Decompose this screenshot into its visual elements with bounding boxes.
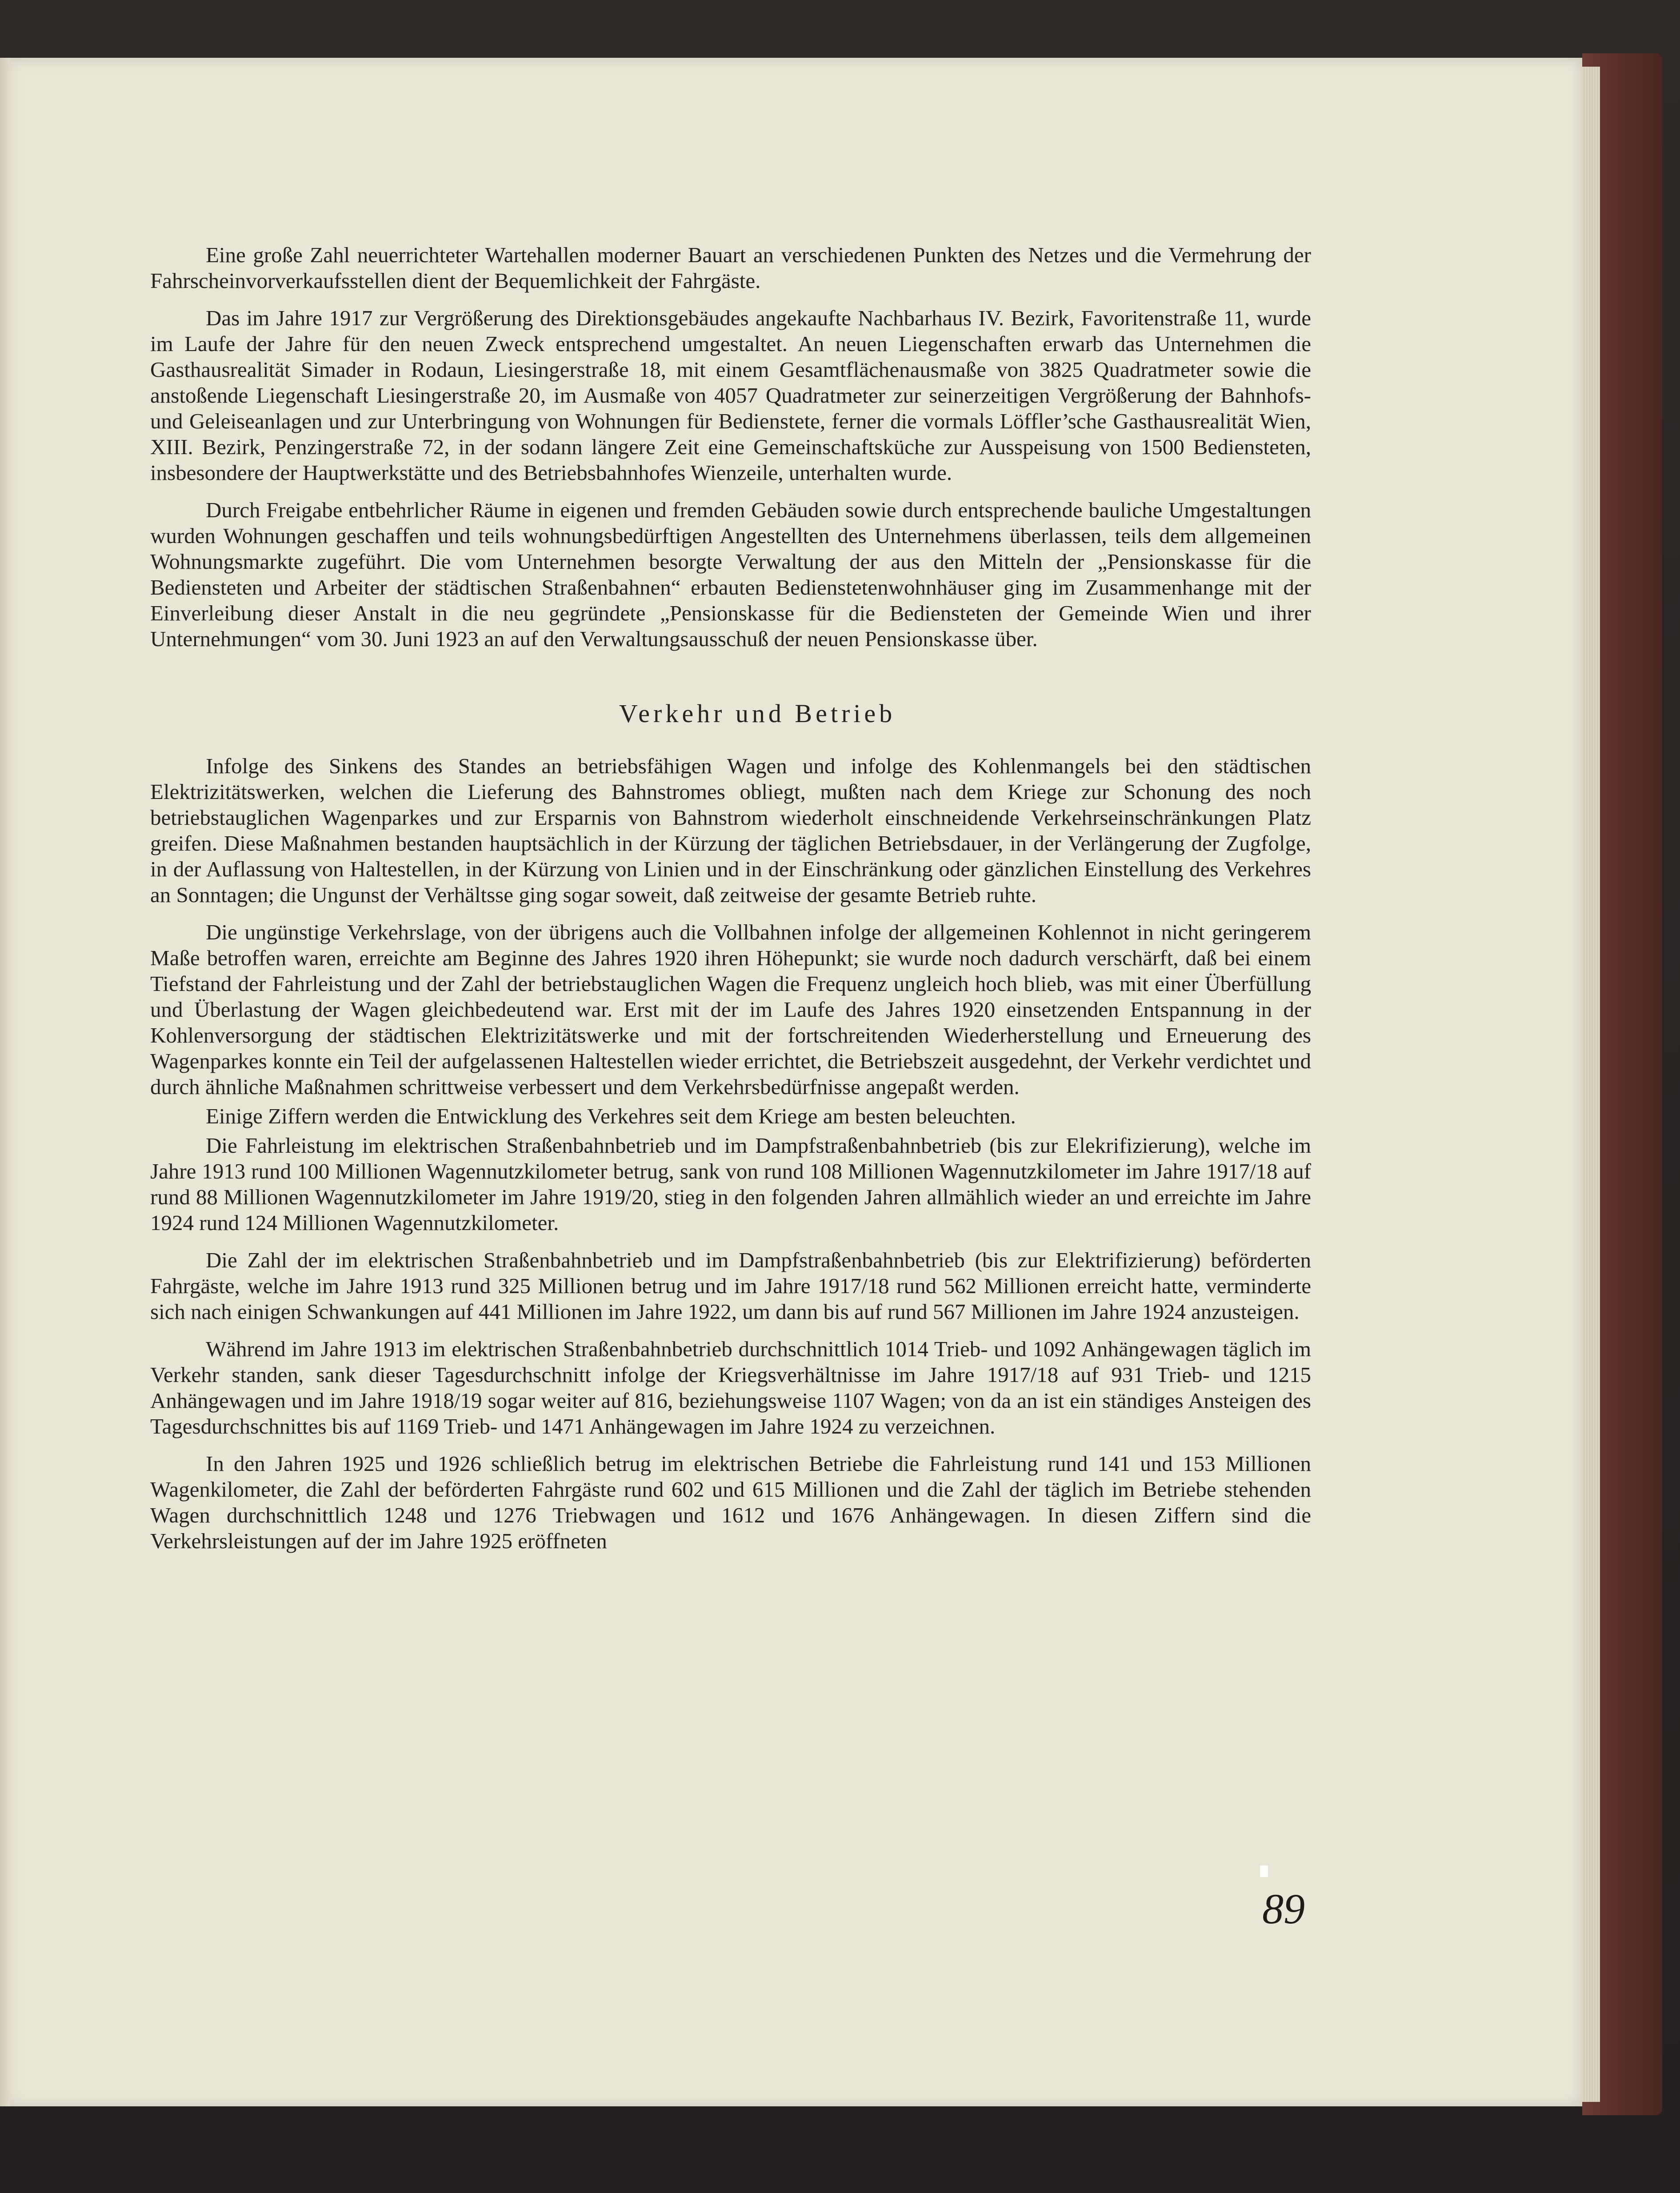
page-gutter (0, 58, 10, 2106)
paragraph: Einige Ziffern werden die Entwicklung des Verkehres seit dem Kriege am besten beleuchten. (206, 1104, 1016, 1128)
paragraph: Das im Jahre 1917 zur Vergrößerung des Direktionsgebäudes angekaufte Nachbarhaus IV. Bezirk, Favoritenstraße 11, wurde im Laufe der Jahre für den neuen Zweck entsprechend umgestaltet. An neuen Liegenschaften erwarb das Unternehmen die Gasthausrealität Simader in Rodaun, Liesingerstraße 18, mit einem Gesamtflächenausmaße von 3825 Quadratmeter sowie die anstoßende Liegenschaft Liesingerstraße 20, im Ausmaße von 4057 Quadratmeter zur seinerzeitigen Vergrößerung der Bahnhofs- und Geleiseanlagen und zur Unterbringung von Wohnungen für Bedienstete, ferner die vormals Löffler’sche Gasthausrealität Wien, XIII. Bezirk, Penzingerstraße 72, in der sodann längere Zeit eine Gemeinschaftsküche zur Ausspeisung von 1500 Bediensteten, insbesondere der Hauptwerkstätte und des Betriebsbahnhofes Wienzeile, unterhalten wurde. (150, 306, 1311, 485)
paragraph: Während im Jahre 1913 im elektrischen Straßenbahnbetrieb durchschnittlich 1014 Trieb- und 1092 Anhängewagen täglich im Verkehr standen, sank dieser Tagesdurchschnitt infolge der Kriegsverhältnisse im Jahre 1917/18 auf 931 Trieb- und 1215 Anhängewagen und im Jahre 1918/19 sogar weiter auf 816, beziehungsweise 1107 Wagen; von da an ist ein ständiges Ansteigen des Tagesdurchschnittes bis auf 1169 Trieb- und 1471 Anhängewagen im Jahre 1924 zu verzeichnen. (150, 1337, 1311, 1438)
page-text (150, 242, 1311, 1566)
paragraph: Eine große Zahl neuerrichteter Wartehallen moderner Bauart an verschiedenen Punkten des Netzes und die Vermehrung der Fahrscheinvorverkaufsstellen dient der Bequemlichkeit der Fahrgäste. (150, 243, 1311, 293)
paragraph: Durch Freigabe entbehrlicher Räume in eigenen und fremden Gebäuden sowie durch entsprechende bauliche Umgestaltungen wurden Wohnungen geschaffen und teils wohnungsbedürftigen Angestellten des Unternehmens überlassen, teils dem allgemeinen Wohnungsmarkte zugeführt. Die vom Unternehmen besorgte Verwaltung der aus den Mitteln der „Pensionskasse für die Bediensteten und Arbeiter der städtischen Straßenbahnen“ erbauten Bedienstetenwohnhäuser ging im Zusammenhange mit der Einverleibung dieser Anstalt in die neu gegründete „Pensionskasse für die Bediensteten der Gemeinde Wien und ihrer Unternehmungen“ vom 30. Juni 1923 an auf den Verwaltungsausschuß der neuen Pensionskasse über. (150, 498, 1311, 651)
scan-mark (1260, 1865, 1268, 1877)
paragraph: Die Zahl der im elektrischen Straßenbahnbetrieb und im Dampfstraßenbahnbetrieb (bis zur Elektrifizierung) beförderten Fahrgäste, welche im Jahre 1913 rund 325 Millionen betrug und im Jahre 1917/18 rund 562 Millionen erreicht hatte, verminderte sich nach einigen Schwankungen auf 441 Millionen im Jahre 1922, um dann bis auf rund 567 Millionen im Jahre 1924 anzusteigen. (150, 1248, 1311, 1324)
paragraph: In den Jahren 1925 und 1926 schließlich betrug im elektrischen Betriebe die Fahrleistung rund 141 und 153 Millionen Wagenkilometer, die Zahl der beförderten Fahrgäste rund 602 und 615 Millionen und die Zahl der täglich im Betriebe stehenden Wagen durchschnittlich 1248 und 1276 Triebwagen und 1612 und 1676 Anhängewagen. In diesen Ziffern sind die Verkehrsleistungen auf der im Jahre 1925 eröffneten (150, 1451, 1311, 1553)
page-number: 89 (1262, 1885, 1305, 1933)
paragraph: Die Fahrleistung im elektrischen Straßenbahnbetrieb und im Dampfstraßenbahnbetrieb (bis zur Elekrifizierung), welche im Jahre 1913 rund 100 Millionen Wagennutzkilometer betrug, sank von rund 108 Millionen Wagennutzkilometer im Jahre 1917/18 auf rund 88 Millionen Wagennutzkilometer im Jahre 1919/20, stieg in den folgenden Jahren allmählich wieder an und erreichte im Jahre 1924 rund 124 Millionen Wagennutzkilometer. (150, 1133, 1311, 1235)
paragraph: Infolge des Sinkens des Standes an betriebsfähigen Wagen und infolge des Kohlenmangels bei den städtischen Elektrizitätswerken, welchen die Lieferung des Bahnstromes obliegt, mußten nach dem Kriege zur Schonung des noch betriebstauglichen Wagenparkes und zur Ersparnis von Bahnstrom wiederholt einschneidende Verkehrseinschränkungen Platz greifen. Diese Maßnahmen bestanden hauptsächlich in der Kürzung der täglichen Betriebsdauer, in der Verlängerung der Zugfolge, in der Auflassung von Haltestellen, in der Kürzung von Linien und in der Einschränkung oder gänzlichen Einstellung des Verkehres an Sonntagen; die Ungunst der Verhältsse ging sogar soweit, daß zeitweise der gesamte Betrieb ruhte. (150, 754, 1311, 907)
section-heading: Verkehr und Betrieb (619, 699, 896, 728)
paragraph: Die ungünstige Verkehrslage, von der übrigens auch die Vollbahnen infolge der allgemeinen Kohlennot in nicht geringerem Maße betroffen waren, erreichte am Beginne des Jahres 1920 ihren Höhepunkt; sie wurde noch dadurch verschärft, daß bei einem Tiefstand der Fahrleistung und der Zahl der betriebstauglichen Wagen die Frequenz ungleich hoch blieb, was mit einer Überfüllung und Überlastung der Wagen gleichbedeutend war. Erst mit der im Laufe des Jahres 1920 einsetzenden Entspannung in der Kohlenversorgung der städtischen Elektrizitätswerke und mit der fortschreitenden Wiederherstellung und Erneuerung des Wagenparkes konnte ein Teil der aufgelassenen Haltestellen wieder errichtet, die Betriebszeit ausgedehnt, der Verkehr verdichtet und durch ähnliche Maßnahmen schrittweise verbessert und dem Verkehrsbedürfnisse angepaßt werden. (150, 920, 1311, 1099)
